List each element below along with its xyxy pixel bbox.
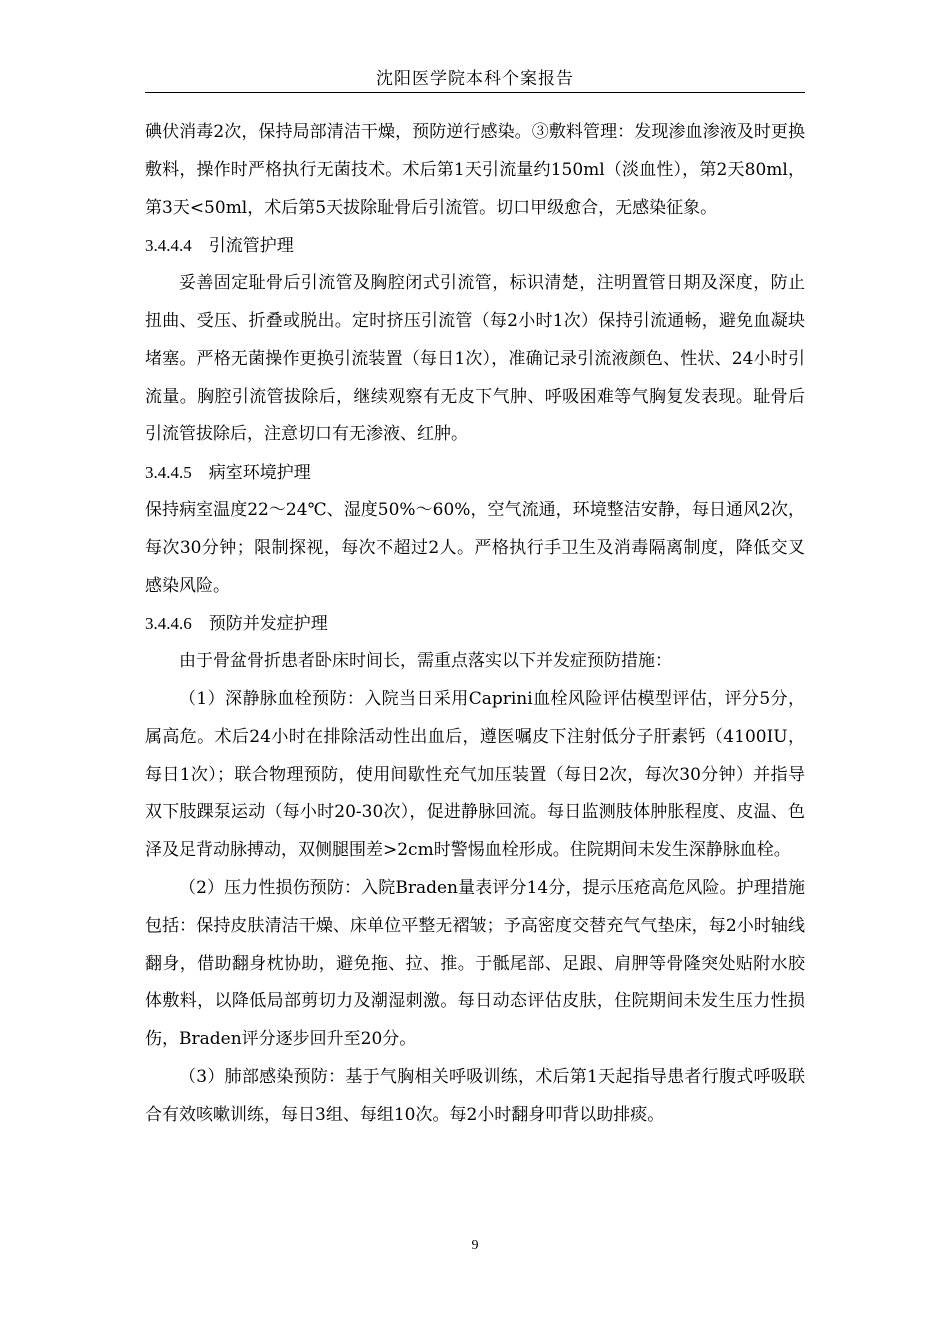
page-header <box>145 64 805 93</box>
paragraph-pulmonary-infection-prevention: （3）肺部感染预防：基于气胸相关呼吸训练，术后第1天起指导患者行腹式呼吸联合有效咳嗽训练，每日3组、每组10次。每2小时翻身叩背以助排痰。 <box>145 1066 805 1125</box>
paragraph-ward-environment: 保持病室温度22～24℃、湿度50%～60%，空气流通，环境整洁安静，每日通风2次，每次30分钟；限制探视，每次不超过2人。严格执行手卫生及消毒隔离制度，降低交叉感染风险。 <box>145 499 805 596</box>
header-title: 沈阳医学院本科个案报告 <box>376 69 574 89</box>
section-heading-drainage-tube-care: 3.4.4.4 引流管护理 <box>145 236 294 256</box>
document-body <box>145 114 805 1135</box>
paragraph-disinfection-dressing: 碘伏消毒2次，保持局部清洁干燥，预防逆行感染。③敷料管理：发现渗血渗液及时更换敷料，操作时严格执行无菌技术。术后第1天引流量约150ml（淡血性），第2天80ml，第3天<50ml，术后第5天拔除耻骨后引流管。切口甲级愈合，无感染征象。 <box>145 122 805 218</box>
page-number: 9 <box>471 1238 479 1253</box>
paragraph-drainage-tube-care: 妥善固定耻骨后引流管及胸腔闭式引流管，标识清楚，注明置管日期及深度，防止扭曲、受压、折叠或脱出。定时挤压引流管（每2小时1次）保持引流通畅，避免血凝块堵塞。严格无菌操作更换引流装置（每日1次），准确记录引流液颜色、性状、24小时引流量。胸腔引流管拔除后，继续观察有无皮下气肿、呼吸困难等气胸复发表现。耻骨后引流管拔除后，注意切口有无渗液、红肿。 <box>145 273 805 445</box>
section-heading-ward-environment: 3.4.4.5 病室环境护理 <box>145 463 311 483</box>
paragraph-pressure-injury-prevention: （2）压力性损伤预防：入院Braden量表评分14分，提示压疮高危风险。护理措施包括：保持皮肤清洁干燥、床单位平整无褶皱；予高密度交替充气气垫床，每2小时轴线翻身，借助翻身枕协助，避免拖、拉、推。于骶尾部、足跟、肩胛等骨隆突处贴附水胶体敷料，以降低局部剪切力及潮湿刺激。每日动态评估皮肤，住院期间未发生压力性损伤，Braden评分逐步回升至20分。 <box>145 877 805 1050</box>
section-heading-complication-prevention: 3.4.4.6 预防并发症护理 <box>145 614 328 634</box>
paragraph-dvt-prevention: （1）深静脉血栓预防：入院当日采用Caprini血栓风险评估模型评估，评分5分，属高危。术后24小时在排除活动性出血后，遵医嘱皮下注射低分子肝素钙（4100IU，每日1次）；联合物理预防，使用间歇性充气加压装置（每日2次，每次30分钟）并指导双下肢踝泵运动（每小时20-30次），促进静脉回流。每日监测肢体肿胀程度、皮温、色泽及足背动脉搏动，双侧腿围差>2cm时警惕血栓形成。住院期间未发生深静脉血栓。 <box>145 688 805 861</box>
paragraph-complication-intro: 由于骨盆骨折患者卧床时间长，需重点落实以下并发症预防措施： <box>179 651 672 672</box>
